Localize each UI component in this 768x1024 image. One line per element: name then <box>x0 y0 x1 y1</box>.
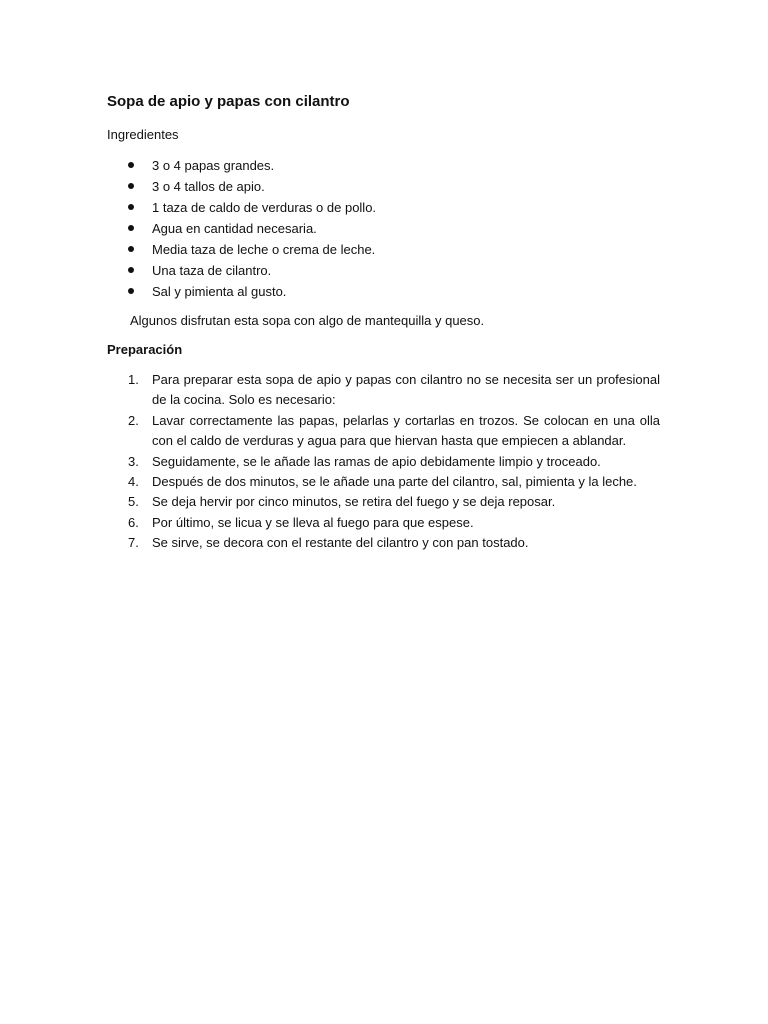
bullet-icon <box>128 267 134 273</box>
ingredient-item <box>107 176 660 197</box>
ingredient-text: 3 o 4 papas grandes. <box>152 158 275 173</box>
document-body <box>107 92 660 554</box>
ingredients-list <box>107 155 660 302</box>
ingredients-heading: Ingredientes <box>107 127 179 142</box>
step-text: Después de dos minutos, se le añade una parte del cilantro, sal, pimienta y la leche. <box>152 474 637 490</box>
ingredient-text: Media taza de leche o crema de leche. <box>152 242 376 257</box>
step-item <box>107 452 660 472</box>
ingredient-text: Sal y pimienta al gusto. <box>152 284 287 299</box>
ingredient-item <box>107 218 660 239</box>
ingredient-item <box>107 155 660 176</box>
ingredient-item <box>107 197 660 218</box>
ingredient-item <box>107 239 660 260</box>
ingredient-item <box>107 260 660 281</box>
preparation-heading: Preparación <box>107 342 183 357</box>
step-item <box>107 411 660 452</box>
step-number: 3. <box>128 453 139 469</box>
serving-note: Algunos disfrutan esta sopa con algo de mantequilla y queso. <box>130 313 485 328</box>
step-number: 7. <box>128 535 139 551</box>
step-item <box>107 370 660 411</box>
ingredient-item <box>107 281 660 302</box>
step-number: 5. <box>128 494 139 510</box>
step-item <box>107 472 660 492</box>
step-item <box>107 513 660 533</box>
step-text: Seguidamente, se le añade las ramas de apio debidamente limpio y troceado. <box>152 453 601 469</box>
bullet-icon <box>128 246 134 252</box>
ingredient-text: 3 o 4 tallos de apio. <box>152 179 265 194</box>
step-text: Para preparar esta sopa de apio y papas con cilantro no se necesita ser un profesional de la cocina. Solo es necesario: <box>152 372 660 408</box>
step-number: 6. <box>128 514 139 530</box>
step-number: 4. <box>128 474 139 490</box>
ingredient-text: 1 taza de caldo de verduras o de pollo. <box>152 200 377 215</box>
bullet-icon <box>128 288 134 294</box>
step-number: 2. <box>128 412 139 428</box>
preparation-steps <box>107 370 660 554</box>
bullet-icon <box>128 162 134 168</box>
step-text: Se deja hervir por cinco minutos, se retira del fuego y se deja reposar. <box>152 494 556 510</box>
recipe-title: Sopa de apio y papas con cilantro <box>107 93 350 110</box>
step-number: 1. <box>128 372 139 387</box>
bullet-icon <box>128 183 134 189</box>
step-item <box>107 533 660 553</box>
bullet-icon <box>128 204 134 210</box>
step-text: Lavar correctamente las papas, pelarlas y cortarlas en trozos. Se colocan en una olla con el caldo de verduras y agua para que hiervan hasta que empiecen a ablandar. <box>152 412 660 449</box>
ingredient-text: Una taza de cilantro. <box>152 263 272 278</box>
step-item <box>107 492 660 512</box>
ingredient-text: Agua en cantidad necesaria. <box>152 221 317 236</box>
step-text: Por último, se licua y se lleva al fuego para que espese. <box>152 514 474 530</box>
step-text: Se sirve, se decora con el restante del cilantro y con pan tostado. <box>152 535 529 551</box>
bullet-icon <box>128 225 134 231</box>
